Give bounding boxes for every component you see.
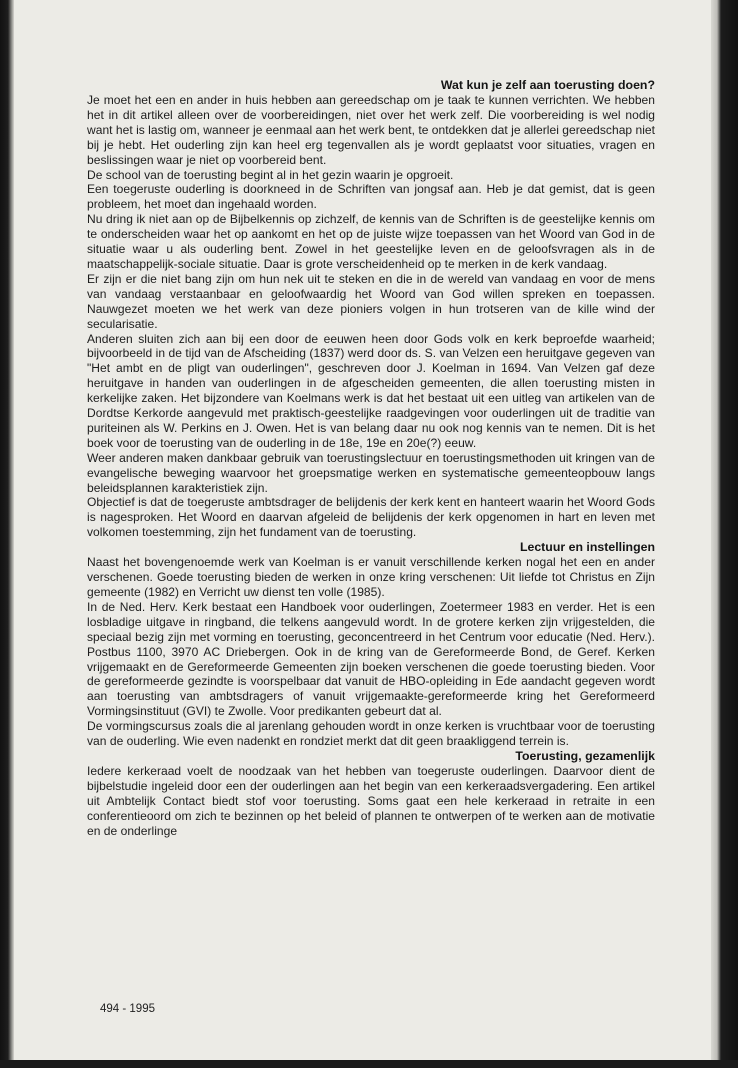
paragraph: In de Ned. Herv. Kerk bestaat een Handboek voor ouderlingen, Zoetermeer 1983 en verder. Het is een losbladige uitgave in ringband, die telkens aangevuld wordt. In de grotere kerken zijn vrijgestelden, die speciaal bezig zijn met vorming en toerusting, geconcentreerd in het Centrum voor educatie (Ned. Herv.). Postbus 1100, 3970 AC Driebergen. Ook in de kring van de Gereformeerde Bond, de Geref. Kerken vrijgemaakt en de Gereformeerde Gemeenten zijn boeken verschenen die goede toerusting bieden. Voor de gereformeerde gezindte is voorspelbaar dat vanuit de HBO-opleiding in Ede aandacht gegeven wordt aan toerusting van ambtsdragers of vanuit vrijgemaakte-gereformeerde kring het Gereformeerd Vormingsinstituut (GVI) te Zwolle. Voor predikanten gebeurt dat al. — [87, 599, 655, 719]
paragraph: Naast het bovengenoemde werk van Koelman is er vanuit verschillende kerken nogal het een en ander verschenen. Goede toerusting bieden de werken in onze kring verschenen: Uit liefde tot Christus en Zijn gemeente (1982) en Verricht uw dienst ten volle (1985). — [87, 555, 655, 599]
section-heading: Lectuur en instellingen — [519, 540, 655, 555]
article-body — [87, 78, 655, 839]
page-bottom-shadow — [0, 1060, 738, 1068]
section-heading: Wat kun je zelf aan toerusting doen? — [440, 78, 655, 92]
paragraph: Je moet het een en ander in huis hebben aan gereedschap om je taak te kunnen verrichten. We hebben het in dit artikel alleen over de voorbereidingen, niet over het werk zelf. Die voorbereiding is wel nodig want het is lastig om, wanneer je eenmaal aan het werk bent, te ontdekken dat je allerlei gereedschap niet bij je hebt. Het ouderling zijn kan heel erg tegenvallen als je wordt geplaatst voor situaties, vragen en beslissingen waar je niet op voorbereid bent. — [87, 93, 655, 167]
paragraph: De school van de toerusting begint al in het gezin waarin je opgroeit. — [87, 167, 454, 182]
paragraph: Een toegeruste ouderling is doorkneed in de Schriften van jongsaf aan. Heb je dat gemist, dat is geen probleem, het moet dan ingehaald worden. — [87, 182, 655, 212]
paragraph: Anderen sluiten zich aan bij een door de eeuwen heen door Gods volk en kerk beproefde waarheid; bijvoorbeeld in de tijd van de Afscheiding (1837) werd door ds. S. van Velzen een heruitgave gegeven van "Het ambt en de pligt van ouderlingen", geschreven door J. Koelman in 1694. Van Velzen gaf deze heruitgave in handen van ouderlingen in de afgescheiden gemeenten, die allen toerusting misten in kerkelijke zaken. Het bijzondere van Koelmans werk is dat het bestaat uit een uitleg van artikelen van de Dordtse Kerkorde aangevuld met praktisch-geestelijke raadgevingen voor ouderlingen uit de traditie van puriteinen als W. Perkins en J. Owen. Het is van belang daar nu ook nog kennis van te nemen. Dit is het boek voor de toerusting van de ouderling in de 18e, 19e en 20e(?) eeuw. — [87, 331, 655, 450]
paragraph: Iedere kerkeraad voelt de noodzaak van het hebben van toegeruste ouderlingen. Daarvoor dient de bijbelstudie ingeleid door een der ouderlingen aan het begin van een kerkeraadsvergadering. Een artikel uit Ambtelijk Contact biedt stof voor toerusting. Soms gaat een hele kerkeraad in retraite in een conferentieoord om zich te bezinnen op het beleid of plannen te ontwerpen of te werken aan de motivatie en de onderlinge — [87, 763, 655, 838]
paragraph: Nu dring ik niet aan op de Bijbelkennis op zichzelf, de kennis van de Schriften is de geestelijke kennis om te onderscheiden waar het op aankomt en het op de juiste wijze toepassen van het Woord van God in de situatie waar u als ouderling bent. Zowel in het geestelijke leven en de geloofsvragen als in de maatschappelijk-sociale situatie. Daar is grote verscheidenheid op te merken in de kerk vandaag. — [87, 212, 655, 271]
page-right-shadow — [711, 0, 738, 1068]
page-left-shadow — [0, 0, 14, 1068]
paragraph: Er zijn er die niet bang zijn om hun nek uit te steken en die in de wereld van vandaag en voor de mens van vandaag verstaanbaar en geloofwaardig het Woord van God willen spreken en toepassen. Nauwgezet moeten we het werk van deze pioniers volgen in hun trotseren van de kille wind der secularisatie. — [87, 271, 655, 331]
section-heading: Toerusting, gezamenlijk — [515, 748, 655, 763]
page-footer: 494 - 1995 — [100, 1003, 155, 1015]
paragraph: Objectief is dat de toegeruste ambtsdrager de belijdenis der kerk kent en hanteert waarin het Woord Gods is nagesproken. Het Woord en daarvan afgeleid de belijdenis der kerk opgenomen in hart en leven met volkomen toestemming, zijn het fundament van de toerusting. — [87, 495, 655, 540]
paragraph: Weer anderen maken dankbaar gebruik van toerustingslectuur en toerustingsmethoden uit kringen van de evangelische beweging waarvoor het groepsmatige werken en systematische gemeenteopbouw langs beleidsplannen karakteristiek zijn. — [87, 450, 655, 495]
paragraph: De vormingscursus zoals die al jarenlang gehouden wordt in onze kerken is vruchtbaar voor de toerusting van de ouderling. Wie even nadenkt en rondziet merkt dat dit geen braakliggend terrein is. — [87, 719, 655, 749]
